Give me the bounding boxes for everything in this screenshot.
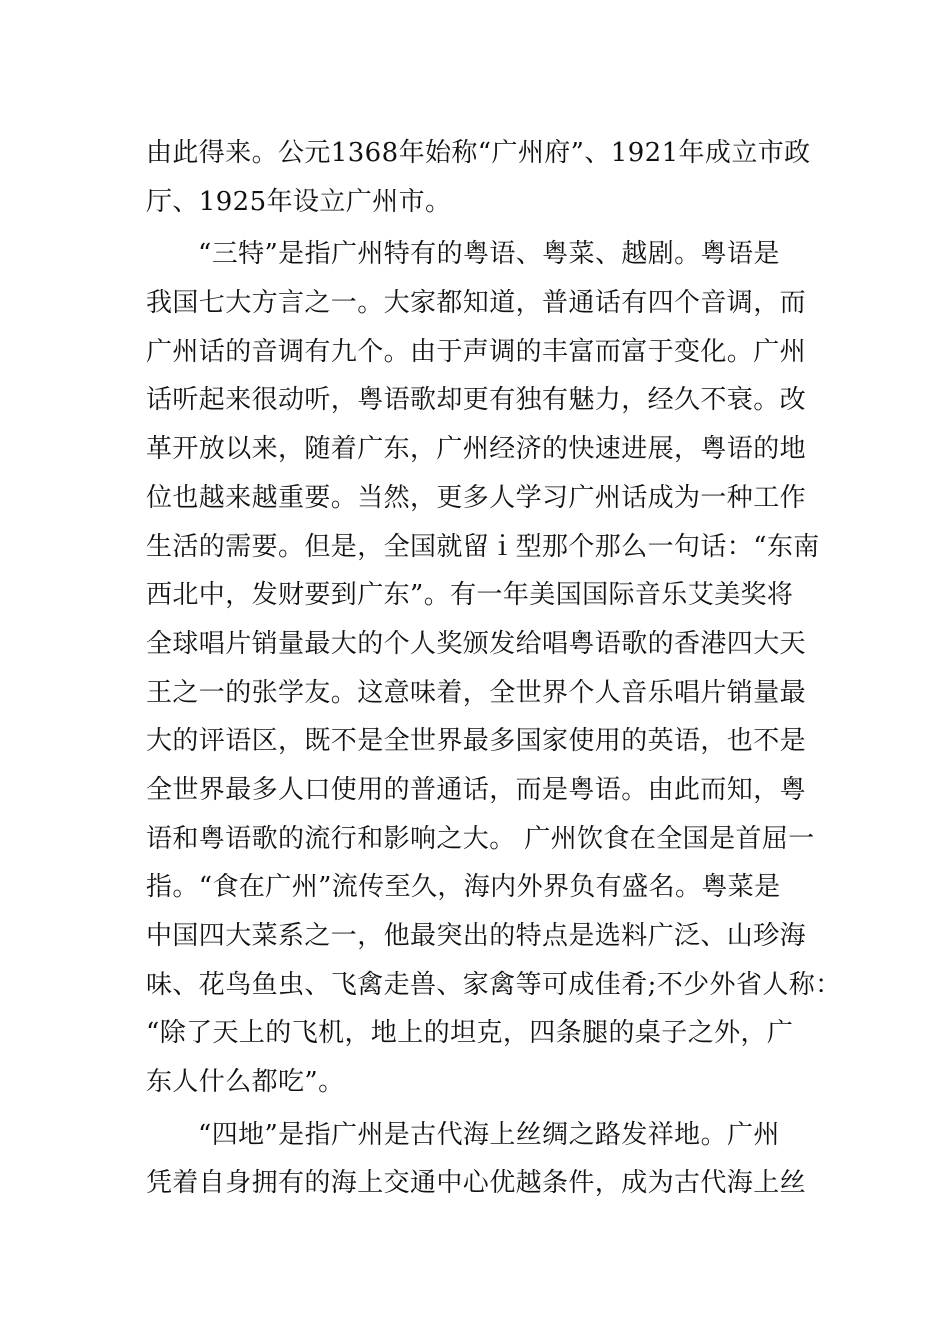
text-line: 东人什么都吃”。	[146, 1067, 345, 1098]
text-line: “除了天上的飞机，地上的坦克，四条腿的桌子之外，广	[146, 1018, 794, 1049]
text-line: 位也越来越重要。当然，更多人学习广州话成为一种工作	[146, 482, 807, 513]
text-line: 王之一的张学友。这意味着，全世界个人音乐唱片销量最	[146, 677, 807, 708]
text-line: 厅、1925年设立广州市。	[146, 186, 452, 217]
text-line: 中国四大菜系之一，他最突出的特点是选料广泛、山珍海	[146, 921, 807, 951]
text-line: 语和粤语歌的流行和影响之大。 广州饮食在全国是首屈一	[146, 823, 815, 854]
text-line: 广州话的音调有九个。由于声调的丰富而富于变化。广州	[146, 336, 807, 367]
text-line: 生活的需要。但是，全国就留ｉ型那个那么一句话：“东南	[146, 531, 820, 562]
text-line: 指。“食在广州”流传至久，海内外界负有盛名。粤菜是	[146, 872, 781, 903]
text-line: 由此得来。公元1368年始称“广州府”、1921年成立市政	[146, 138, 811, 168]
body-text	[146, 129, 842, 1208]
paragraph-start-line: “三特”是指广州特有的粤语、粤菜、越剧。粤语是	[198, 239, 780, 270]
text-line: 味、花鸟鱼虫、飞禽走兽、家禽等可成佳肴;不少外省人称：	[146, 969, 842, 1000]
text-line: 我国七大方言之一。大家都知道，普通话有四个音调，而	[146, 288, 807, 319]
text-line: 话听起来很动听，粤语歌却更有独有魅力，经久不衰。改	[146, 385, 807, 416]
text-line: 全球唱片销量最大的个人奖颁发给唱粤语歌的香港四大天	[146, 628, 807, 659]
paragraph-start-line: “四地”是指广州是古代海上丝绸之路发祥地。广州	[198, 1119, 780, 1150]
text-line: 革开放以来，随着广东，广州经济的快速进展，粤语的地	[146, 434, 807, 465]
text-line: 凭着自身拥有的海上交通中心优越条件，成为古代海上丝	[146, 1168, 807, 1199]
text-line: 西北中，发财要到广东”。有一年美国国际音乐艾美奖将	[146, 580, 794, 611]
text-line: 全世界最多人口使用的普通话，而是粤语。由此而知，粤	[146, 774, 807, 805]
text-line: 大的评语区，既不是全世界最多国家使用的英语，也不是	[146, 726, 807, 757]
